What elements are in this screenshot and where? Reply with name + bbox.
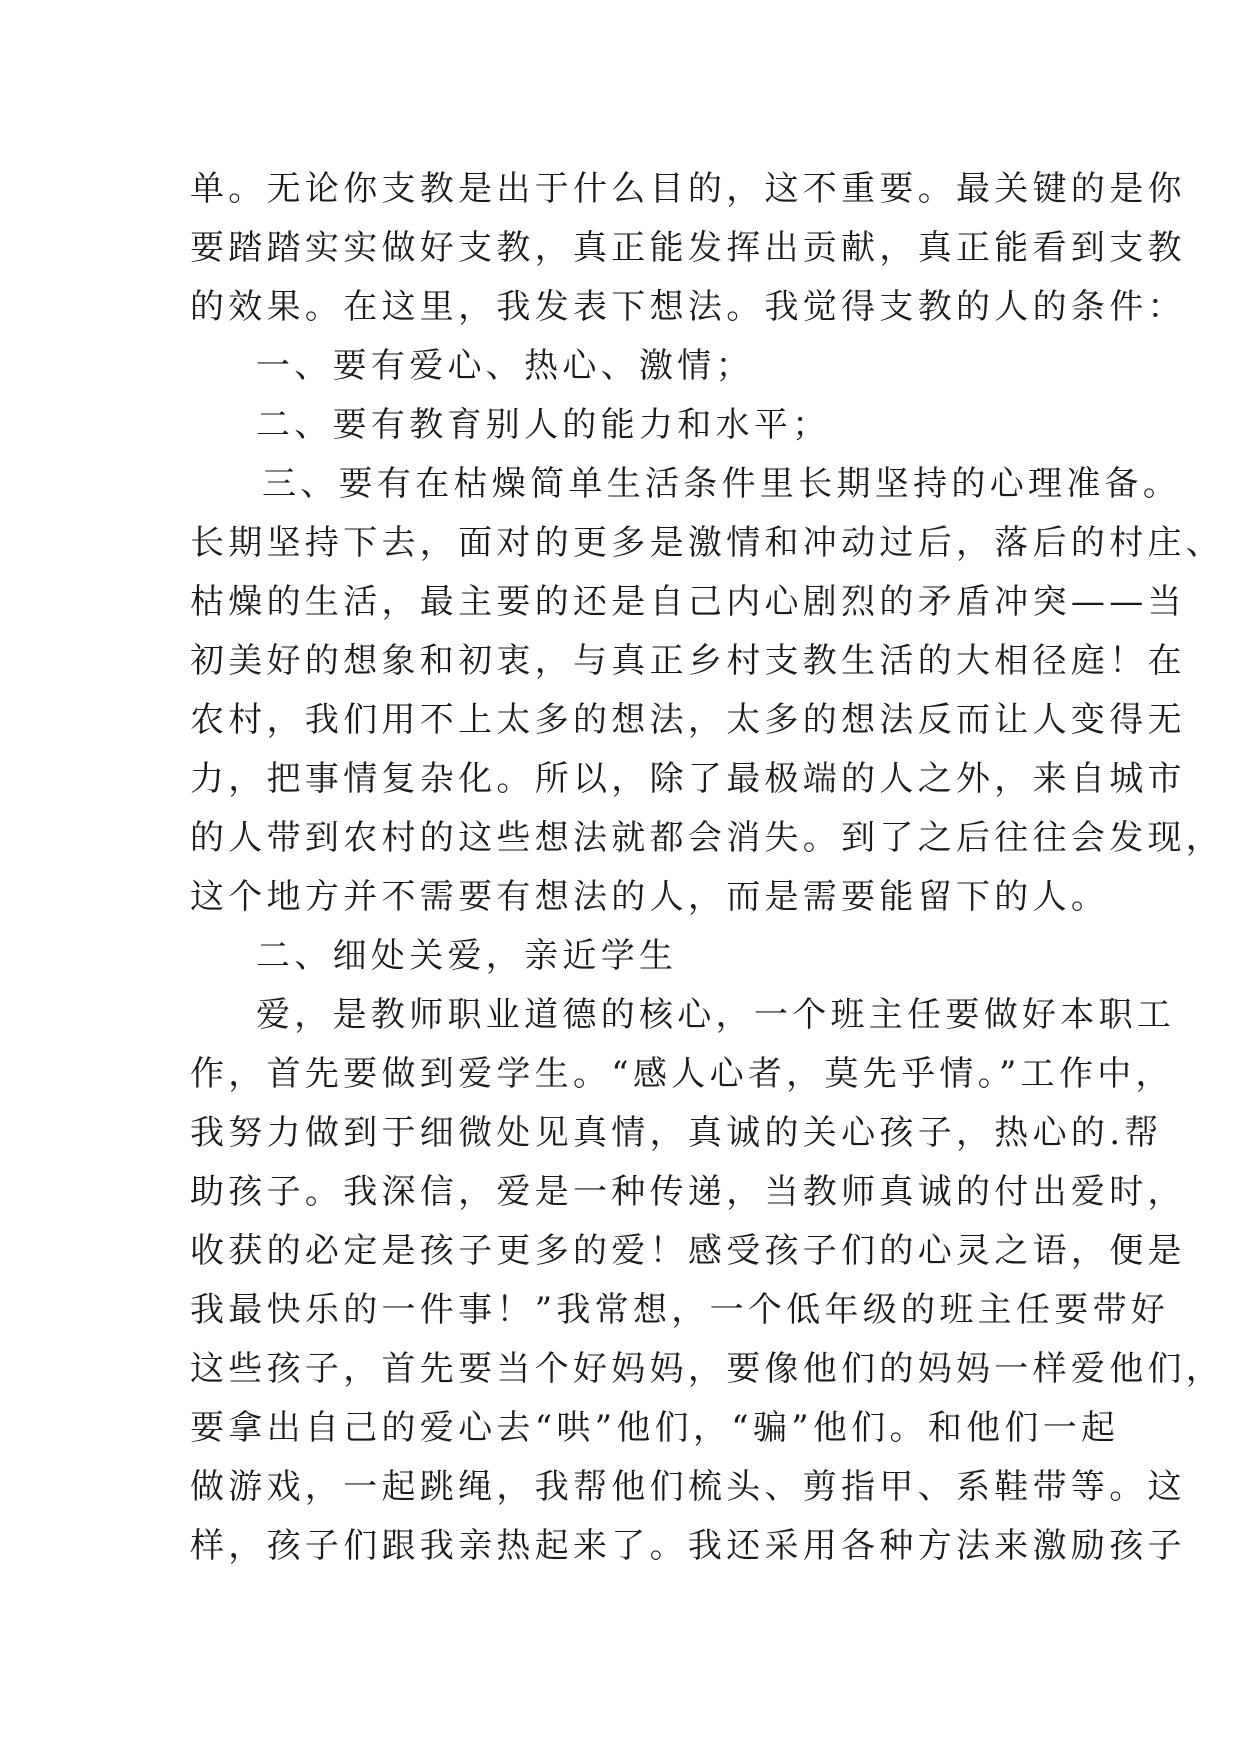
text-line: 长期坚持下去，面对的更多是激情和冲动过后，落后的村庄、 [190,523,1225,563]
text-line: 的人带到农村的这些想法就都会消失。到了之后往往会发现， [190,818,1225,858]
text-line: 做游戏，一起跳绳，我帮他们梳头、剪指甲、系鞋带等。这 [190,1467,1186,1507]
list-item-3: 三、要有在枯燥简单生活条件里长期坚持的心理准备。 [262,464,1182,504]
text-line: 我最快乐的一件事！”我常想，一个低年级的班主任要带好 [190,1290,1170,1330]
text-line: 初美好的想象和初衷，与真正乡村支教生活的大相径庭！在 [190,641,1186,681]
text-line: 收获的必定是孩子更多的爱！感受孩子们的心灵之语，便是 [190,1231,1186,1271]
document-body [190,160,1225,1576]
text-line: 的效果。在这里，我发表下想法。我觉得支教的人的条件： [190,287,1186,327]
text-line: 农村，我们用不上太多的想法，太多的想法反而让人变得无 [190,700,1186,740]
text-line: 这些孩子，首先要当个好妈妈，要像他们的妈妈一样爱他们， [190,1349,1225,1389]
list-item-2: 二、要有教育别人的能力和水平； [256,405,831,445]
text-line: 要踏踏实实做好支教，真正能发挥出贡献，真正能看到支教 [190,228,1186,268]
text-line: 枯燥的生活，最主要的还是自己内心剧烈的矛盾冲突——当 [190,582,1186,622]
list-item-1: 一、要有爱心、热心、激情； [256,346,754,386]
text-line: 助孩子。我深信，爱是一种传递，当教师真诚的付出爱时， [190,1172,1186,1212]
text-line: 这个地方并不需要有想法的人，而是需要能留下的人。 [190,877,1110,917]
text-line: 作，首先要做到爱学生。“感人心者，莫先乎情。”工作中， [190,1054,1174,1094]
paragraph-start: 爱，是教师职业道德的核心，一个班主任要做好本职工 [256,995,1176,1035]
section-heading: 二、细处关爱，亲近学生 [256,936,678,976]
text-line: 我努力做到于细微处见真情，真诚的关心孩子，热心的.帮 [190,1113,1163,1153]
text-line: 要拿出自己的爱心去“哄”他们，“骗”他们。和他们一起 [190,1408,1120,1448]
text-line: 样，孩子们跟我亲热起来了。我还采用各种方法来激励孩子 [190,1526,1186,1566]
text-line: 单。无论你支教是出于什么目的，这不重要。最关键的是你 [190,169,1186,209]
text-line: 力，把事情复杂化。所以，除了最极端的人之外，来自城市 [190,759,1186,799]
